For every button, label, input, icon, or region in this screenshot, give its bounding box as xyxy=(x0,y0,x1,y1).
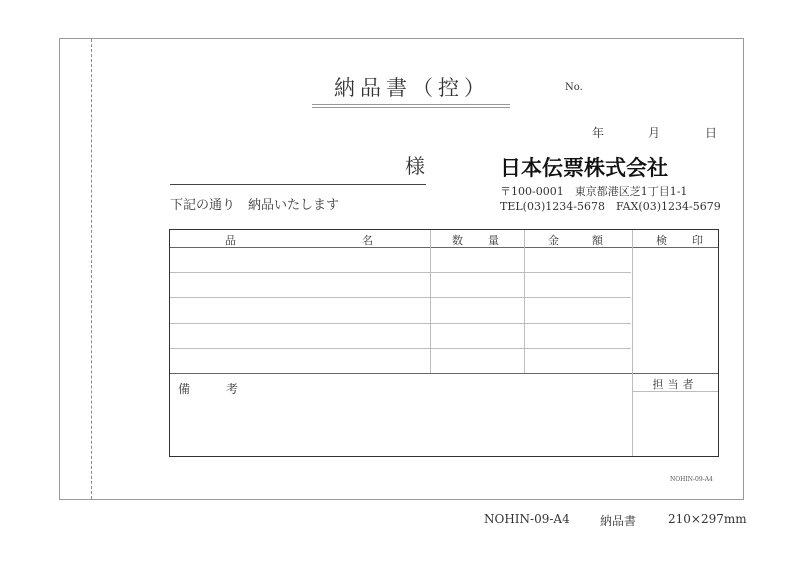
title-underline-bottom xyxy=(312,107,510,108)
company-tel-fax: TEL(03)1234-5678 FAX(03)1234-5679 xyxy=(500,200,721,213)
row-divider xyxy=(170,323,631,324)
header-amount-1: 金 xyxy=(548,234,559,247)
title-underline-top xyxy=(312,104,510,105)
header-inspection-2: 印 xyxy=(692,234,703,247)
honorific-sama: 様 xyxy=(405,154,425,178)
date-day-label: 日 xyxy=(705,126,718,140)
row-divider xyxy=(170,348,631,349)
footer-name: 納品書 xyxy=(600,514,637,528)
footer-code: NOHIN-09-A4 xyxy=(484,512,570,526)
row-divider xyxy=(170,297,631,298)
form-code-small: NOHIN-09-A4 xyxy=(670,476,713,483)
row-divider xyxy=(170,272,631,273)
date-year-label: 年 xyxy=(592,126,605,140)
company-name: 日本伝票株式会社 xyxy=(500,156,668,180)
header-amount-2: 額 xyxy=(592,234,603,247)
header-item-1: 品 xyxy=(225,234,236,247)
header-qty-2: 量 xyxy=(488,234,499,247)
header-item-2: 名 xyxy=(362,234,373,247)
header-inspection-1: 検 xyxy=(656,234,667,247)
date-month-label: 月 xyxy=(648,126,661,140)
col-divider-qty xyxy=(524,230,525,373)
header-qty-1: 数 xyxy=(452,234,463,247)
remarks-label: 備 考 xyxy=(178,382,239,396)
col-divider-amount xyxy=(632,230,633,456)
company-address: 〒100-0001 東京都港区芝1丁目1-1 xyxy=(500,185,688,198)
person-in-charge-label: 担当者 xyxy=(652,378,698,391)
perforation-line xyxy=(91,39,92,499)
form-title: 納品書（控） xyxy=(334,76,490,100)
delivery-table xyxy=(169,229,719,457)
header-divider xyxy=(170,247,718,248)
remarks-divider xyxy=(170,373,718,374)
number-label: No. xyxy=(565,82,583,93)
recipient-name-line xyxy=(170,184,426,185)
delivery-note-text: 下記の通り 納品いたします xyxy=(170,198,340,213)
footer-size: 210×297mm xyxy=(668,512,747,526)
col-divider-item xyxy=(430,230,431,373)
